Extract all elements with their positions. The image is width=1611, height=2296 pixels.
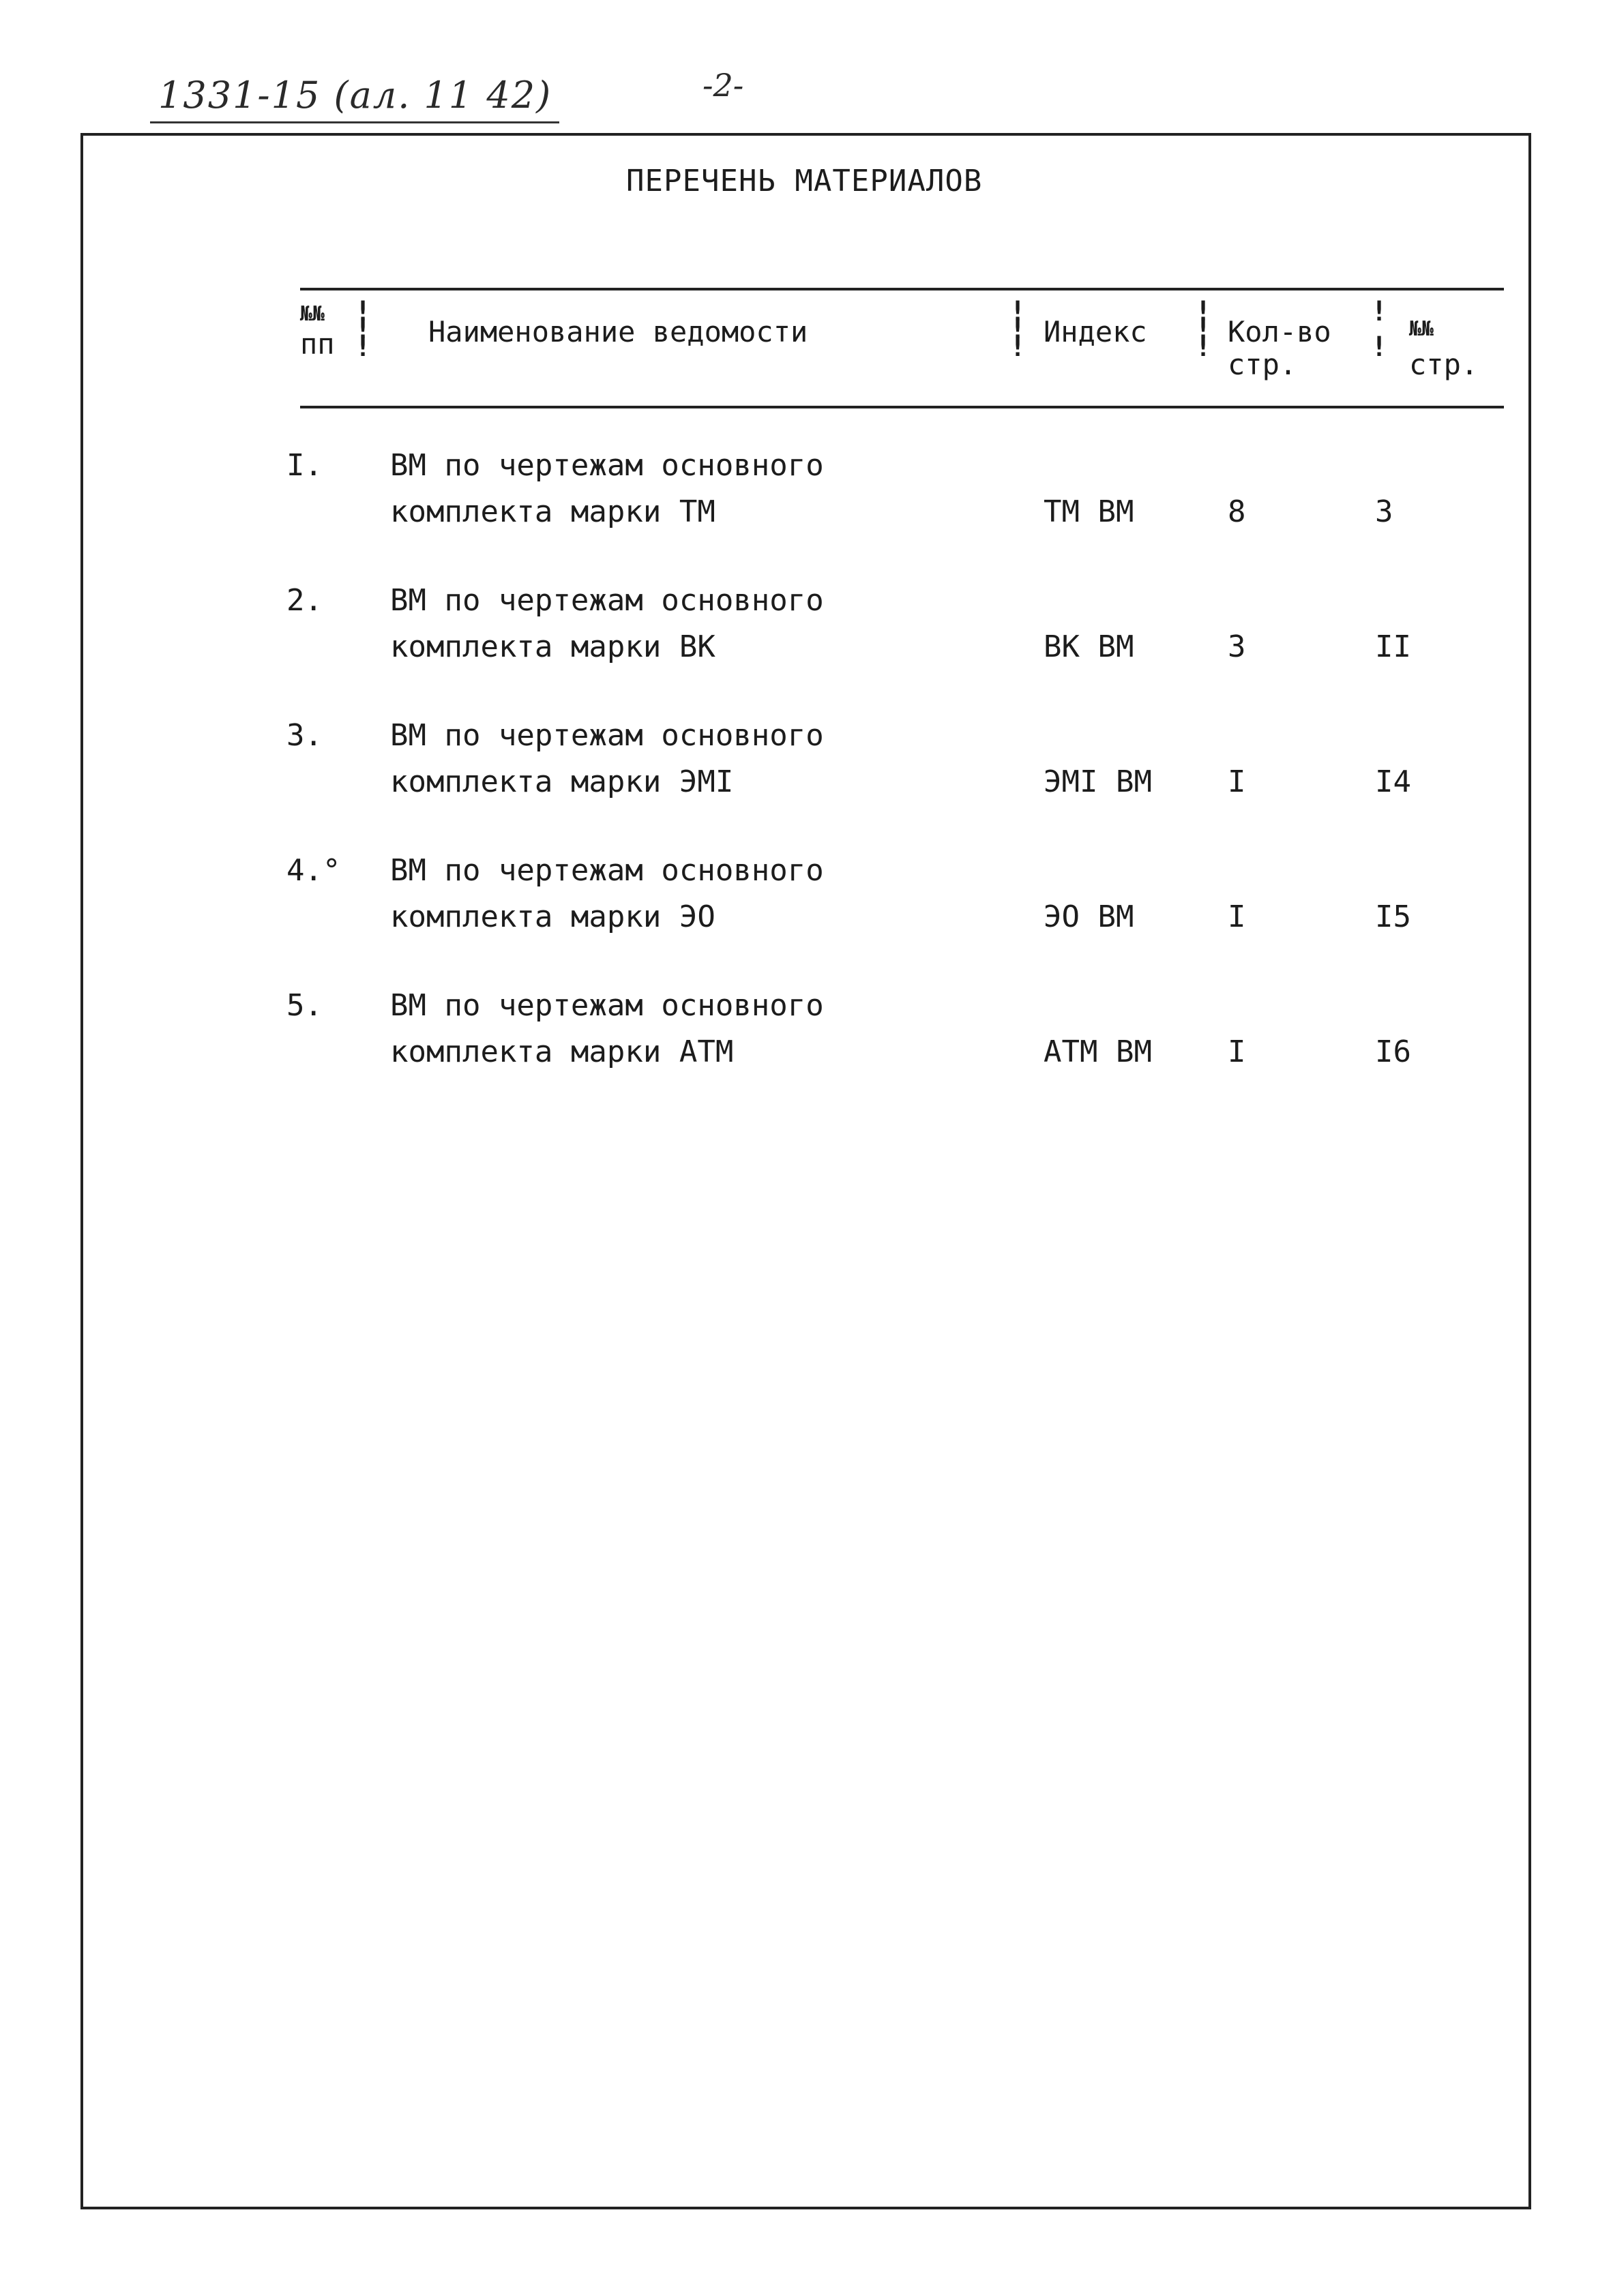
header-page-line2: стр. xyxy=(1409,348,1479,381)
header-separator: ! ! ! xyxy=(355,296,372,363)
row-name-line1: ВМ по чертежам основного xyxy=(390,718,824,753)
row-page: I4 xyxy=(1375,764,1411,799)
row-count: I xyxy=(1228,764,1246,799)
row-number: 2. xyxy=(286,583,323,618)
row-page: II xyxy=(1375,629,1411,664)
header-name: Наименование ведомости xyxy=(428,315,808,348)
row-index: ТМ ВМ xyxy=(1044,494,1134,529)
row-name-line2: комплекта марки ТМ xyxy=(390,494,715,529)
row-count: 8 xyxy=(1228,494,1246,529)
handwritten-note: 1331-15 (ал. 11 42) xyxy=(158,74,552,117)
row-page: I5 xyxy=(1375,899,1411,934)
row-count: I xyxy=(1228,899,1246,934)
header-count-line1: Кол-во xyxy=(1228,315,1331,348)
header-separator: ! ! ! xyxy=(1195,296,1212,363)
header-separator: ! ! xyxy=(1371,296,1388,363)
header-num-line2: пп xyxy=(300,327,335,361)
row-name-line1: ВМ по чертежам основного xyxy=(390,583,824,618)
row-name-line2: комплекта марки АТМ xyxy=(390,1034,734,1069)
row-name-line2: комплекта марки ЭО xyxy=(390,899,715,934)
row-number: 5. xyxy=(286,988,323,1023)
row-count: I xyxy=(1228,1034,1246,1069)
row-name-line2: комплекта марки ВК xyxy=(390,629,715,664)
header-num-line1: №№ xyxy=(300,302,325,326)
handwritten-underline xyxy=(150,121,559,123)
header-page-line1: №№ xyxy=(1409,317,1434,341)
row-page: 3 xyxy=(1375,494,1393,529)
header-count-line2: стр. xyxy=(1228,348,1297,381)
row-number: 4.° xyxy=(286,853,341,888)
table-header-rule xyxy=(300,406,1504,408)
row-page: I6 xyxy=(1375,1034,1411,1069)
row-name-line1: ВМ по чертежам основного xyxy=(390,853,824,888)
header-separator: ! ! ! xyxy=(1009,296,1026,363)
row-index: ЭО ВМ xyxy=(1044,899,1134,934)
row-number: 3. xyxy=(286,718,323,753)
row-name-line1: ВМ по чертежам основного xyxy=(390,988,824,1023)
row-index: АТМ ВМ xyxy=(1044,1034,1152,1069)
table-top-rule xyxy=(300,288,1504,290)
row-name-line1: ВМ по чертежам основного xyxy=(390,448,824,483)
row-name-line2: комплекта марки ЭМI xyxy=(390,764,734,799)
page-number: -2- xyxy=(703,67,744,104)
row-index: ЭМI ВМ xyxy=(1044,764,1152,799)
row-count: 3 xyxy=(1228,629,1246,664)
document-title: ПЕРЕЧЕНЬ МАТЕРИАЛОВ xyxy=(626,164,983,198)
header-index: Индекс xyxy=(1044,315,1147,348)
row-number: I. xyxy=(286,448,323,483)
row-index: ВК ВМ xyxy=(1044,629,1134,664)
